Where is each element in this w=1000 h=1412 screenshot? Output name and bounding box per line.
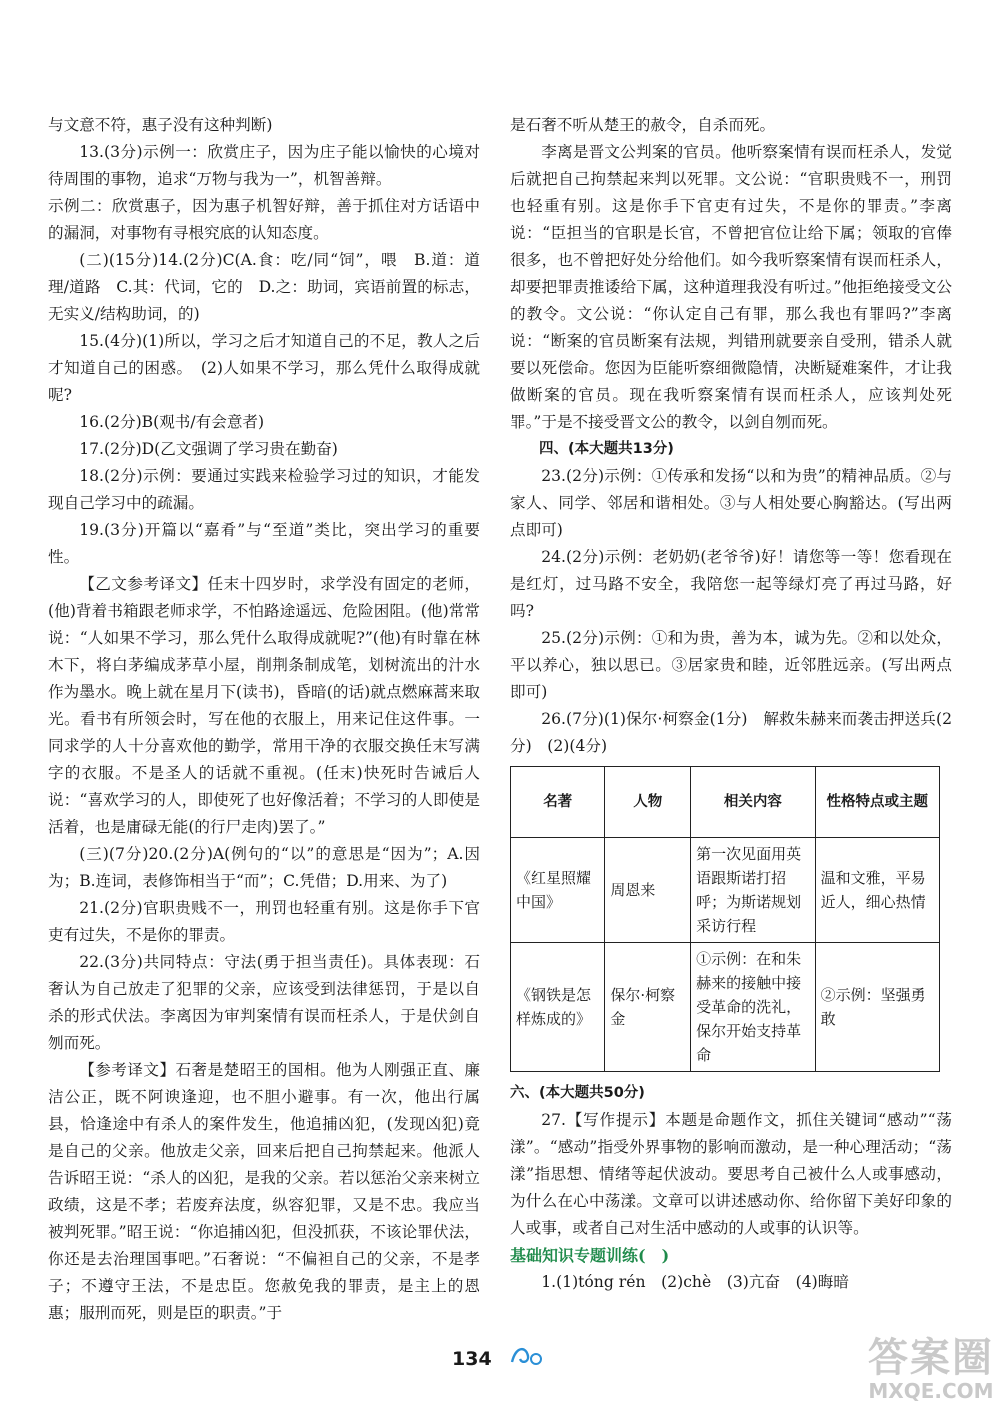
table-header-row [511, 767, 940, 838]
answer-20: (三)(7分)20.(2分)A(例句的“以”的意思是“因为”；A.因为；B.连词，表修饰相当于“而”；C.凭借；D.用来、为了) [48, 845, 480, 890]
table-cell: ①示例：在和朱赫来的接触中接受革命的洗礼，保尔开始支持革命 [691, 943, 815, 1072]
table-header: 人物 [605, 767, 691, 838]
section-four-heading: 四、(本大题共13分) [539, 441, 674, 457]
answer-17: 17.(2分)D(乙文强调了学习贵在勤奋) [79, 440, 338, 458]
table-cell: 《钢铁是怎样炼成的》 [511, 943, 605, 1072]
watermark-url: MXQE.COM [868, 1379, 994, 1403]
table-cell: 温和文雅，平易近人，细心热情 [815, 838, 939, 943]
table-row [511, 943, 940, 1072]
translation-continuation: 是石奢不听从楚王的赦令，自杀而死。 [510, 116, 776, 134]
watermark-title: 答案圈 [868, 1335, 994, 1381]
training-answer-1: 1.(1)tóng rén (2)chè (3)亢奋 (4)晦暗 [541, 1273, 849, 1291]
answer-23: 23.(2分)示例：①传承和发扬“以和为贵”的精神品质。②与家人、同学、邻居和谐相处。③与人相处要心胸豁达。(写出两点即可) [510, 467, 952, 539]
answer-25: 25.(2分)示例：①和为贵，善为本，诚为先。②和以处众，平以养心，独以思已。③居家贵和睦，近邻胜远亲。(写出两点即可) [510, 629, 952, 701]
reference-translation: 【参考译文】石奢是楚昭王的国相。他为人刚强正直、廉洁公正，既不阿谀逢迎，也不胆小避事。有一次，他出行属县，恰逢途中有杀人的案件发生，他追捕凶犯，(发现凶犯)竟是自己的父亲。他放走父亲，回来后把自己拘禁起来。他派人告诉昭王说：“杀人的凶犯，是我的父亲。若以惩治父亲来树立政绩，这是不孝；若废弃法度，纵容犯罪，又是不忠。我应当被判死罪。”昭王说：“你追捕凶犯，但没抓获，不该论罪伏法，你还是去治理国事吧。”石奢说：“不偏袒自己的父亲，不是孝子；不遵守王法，不是忠臣。您赦免我的罪责，是主上的恩惠；服刑而死，则是臣的职责。”于 [48, 1061, 480, 1322]
table-cell: 保尔·柯察金 [605, 943, 691, 1072]
answer-14: (二)(15分)14.(2分)C(A.食：吃/同“饲”，喂 B.道：道理/道路 C.其：代词，它的 D.之：助词，宾语前置的标志，无实义/结构助词，的) [48, 251, 480, 323]
translation-yi: 【乙文参考译文】任末十四岁时，求学没有固定的老师，(他)背着书箱跟老师求学，不怕路途遥远、危险困阻。(他)常常说：“人如果不学习，那么凭什么取得成就呢?”(他)有时靠在林木下，将白茅编成茅草小屋，削荆条制成笔，划树流出的汁水作为墨水。晚上就在星月下(读书)，昏暗(的话)就点燃麻蒿来取光。看书有所领会时，写在他的衣服上，用来记住这件事。一同求学的人十分喜欢他的勤学，常用干净的衣服交换任末写满字的衣服。不是圣人的话就不重视。(任末)快死时告诫后人说：“喜欢学习的人，即使死了也好像活着；不学习的人即使是活着，也是庸碌无能(的行尸走肉)罢了。” [48, 575, 480, 836]
answer-15: 15.(4分)(1)所以，学习之后才知道自己的不足，教人之后才知道自己的困惑。 (2)人如果不学习，那么凭什么取得成就呢? [48, 332, 480, 404]
answer-24: 24.(2分)示例：老奶奶(老爷爷)好！请您等一等！您看现在是红灯，过马路不安全，我陪您一起等绿灯亮了再过马路，好吗? [510, 548, 952, 620]
right-column [510, 112, 952, 1296]
swirl-logo-icon [508, 1342, 548, 1372]
answer-19: 19.(3分)开篇以“嘉肴”与“至道”类比，突出学习的重要性。 [48, 521, 480, 566]
answer-22: 22.(3分)共同特点：守法(勇于担当责任)。具体表现：石奢认为自己放走了犯罪的父亲，应该受到法律惩罚，于是以自杀的形式伏法。李离因为审判案情有误而枉杀人，于是伏剑自刎而死。 [48, 953, 480, 1052]
special-training-title: 基础知识专题训练( ) [510, 1246, 670, 1265]
table-cell: 第一次见面用英语跟斯诺打招呼；为斯诺规划采访行程 [691, 838, 815, 943]
table-cell: 《红星照耀中国》 [511, 838, 605, 943]
section-six-heading: 六、(本大题共50分) [510, 1085, 645, 1101]
answer-18: 18.(2分)示例：要通过实践来检验学习过的知识，才能发现自己学习中的疏漏。 [48, 467, 480, 512]
table-cell: 周恩来 [605, 838, 691, 943]
translation-li-li: 李离是晋文公判案的官员。他听察案情有误而枉杀人，发觉后就把自己拘禁起来判以死罪。文公说：“官职贵贱不一，刑罚也轻重有别。这是你手下官吏有过失，不是你的罪责。”李离说：“臣担当的官职是长官，不曾把官位让给下属；领取的官俸很多，也不曾把好处分给他们。如今我听察案情有误而枉杀人，却要把罪责推诿给下属，这种道理我没有听过。”他拒绝接受文公的教令。文公说：“你认定自己有罪，那么我也有罪吗?”李离说：“断案的官员断案有法规，判错刑就要亲自受刑，错杀人就要以死偿命。您因为臣能听察细微隐情，决断疑难案件，才让我做断案的官员。现在我听察案情有误而枉杀人，应该判处死罪。”于是不接受晋文公的教令，以剑自刎而死。 [510, 143, 952, 431]
table-header: 相关内容 [691, 767, 815, 838]
answer-26: 26.(7分)(1)保尔·柯察金(1分) 解救朱赫来而袭击押送兵(2分) (2)(4分) [510, 710, 952, 755]
answer-16: 16.(2分)B(观书/有会意者) [79, 413, 265, 431]
table-header: 名著 [511, 767, 605, 838]
answer-27: 27.【写作提示】本题是命题作文，抓住关键词“感动”“荡漾”。“感动”指受外界事物的影响而激动，是一种心理活动；“荡漾”指思想、情绪等起伏波动。要思考自己被什么人或事感动，为什么在心中荡漾。文章可以讲述感动你、给你留下美好印象的人或事，或者自己对生活中感动的人或事的认识等。 [510, 1111, 952, 1237]
table-row [511, 838, 940, 943]
classics-table [510, 766, 940, 1072]
page-number: 134 [452, 1348, 492, 1370]
table-cell: ②示例：坚强勇敢 [815, 943, 939, 1072]
answer-21: 21.(2分)官职贵贱不一，刑罚也轻重有别。这是你手下官吏有过失，不是你的罪责。 [48, 899, 480, 944]
site-watermark [868, 1336, 994, 1402]
table-header: 性格特点或主题 [815, 767, 939, 838]
answer-13b: 示例二：欣赏惠子，因为惠子机智好辩，善于抓住对方话语中的漏洞，对事物有寻根究底的认知态度。 [48, 197, 480, 242]
answer-13a: 13.(3分)示例一：欣赏庄子，因为庄子能以愉快的心境对待周围的事物，追求“万物与我为一”，机智善辩。 [48, 143, 480, 188]
answer-continuation: 与文意不符，惠子没有这种判断) [48, 116, 273, 134]
left-column [48, 112, 480, 1327]
